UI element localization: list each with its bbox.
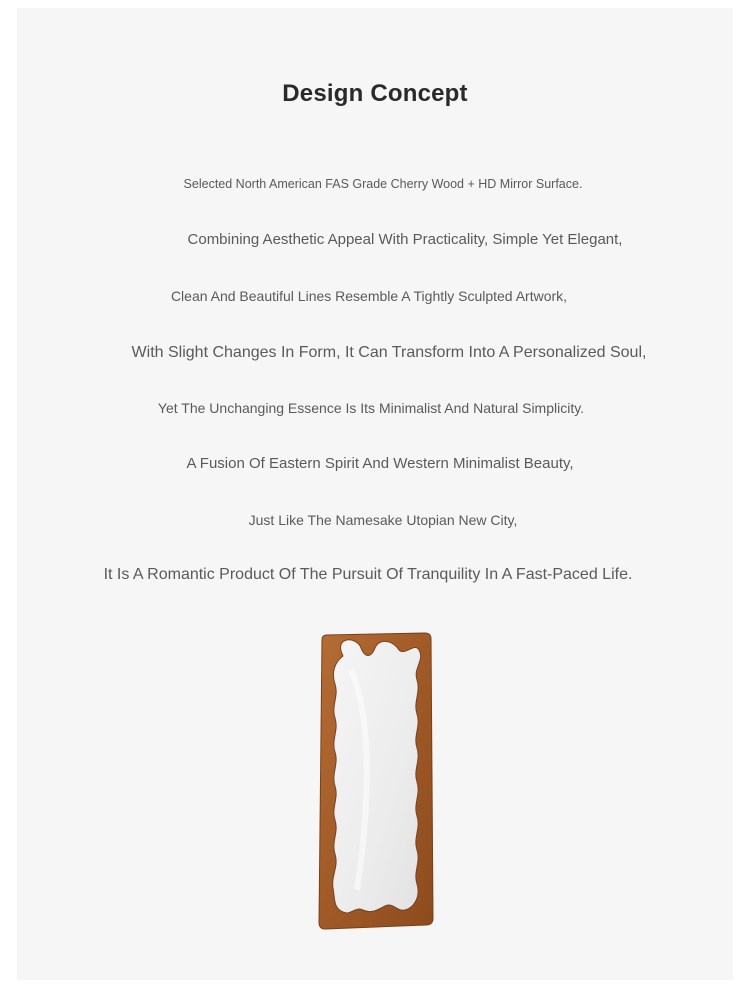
concept-line-8: It Is A Romantic Product Of The Pursuit Of Tranquility In A Fast-Paced Life. bbox=[103, 566, 633, 583]
wavy-mirror-icon bbox=[313, 630, 437, 932]
concept-line-7: Just Like The Namesake Utopian New City, bbox=[248, 512, 518, 528]
section-title: Design Concept bbox=[282, 80, 468, 107]
concept-line-1: Selected North American FAS Grade Cherry Wood + HD Mirror Surface. bbox=[183, 177, 583, 191]
wavy-mirror-image bbox=[313, 630, 437, 932]
concept-line-3: Clean And Beautiful Lines Resemble A Tightly Sculpted Artwork, bbox=[170, 288, 568, 304]
concept-line-6: A Fusion Of Eastern Spirit And Western Minimalist Beauty, bbox=[186, 455, 574, 472]
concept-line-5: Yet The Unchanging Essence Is Its Minimalist And Natural Simplicity. bbox=[157, 400, 585, 416]
concept-line-2: Combining Aesthetic Appeal With Practicality, Simple Yet Elegant, bbox=[187, 231, 623, 248]
concept-line-4: With Slight Changes In Form, It Can Transform Into A Personalized Soul, bbox=[131, 344, 647, 361]
